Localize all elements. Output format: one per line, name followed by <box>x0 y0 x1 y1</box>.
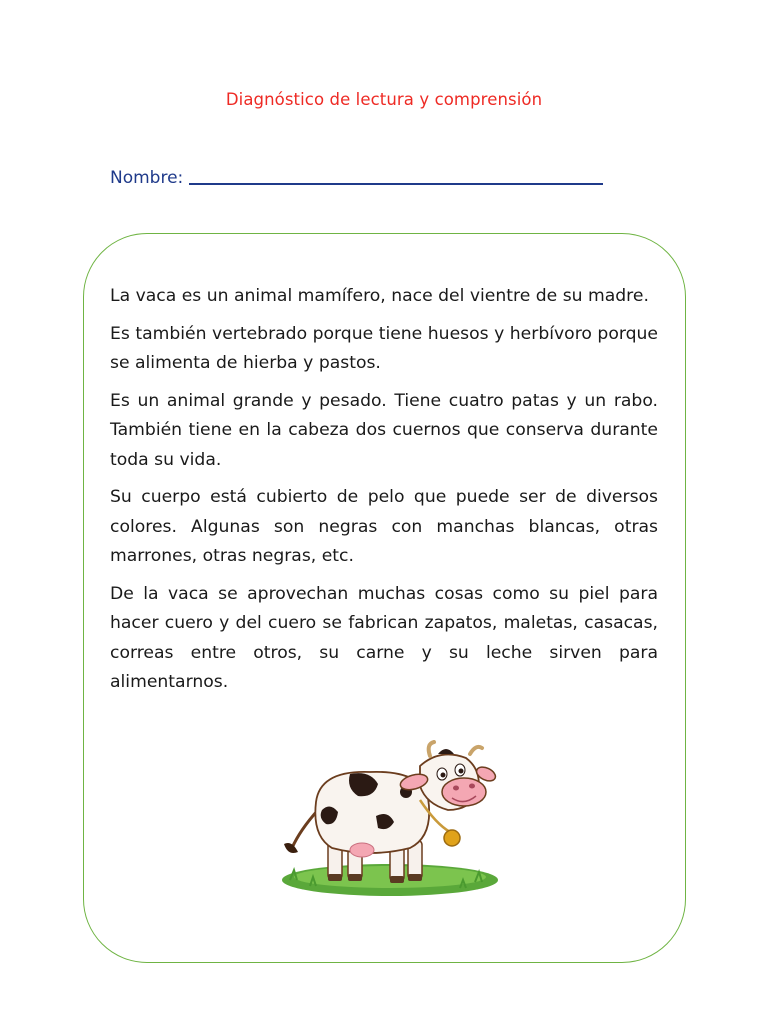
reading-text <box>110 282 658 706</box>
cow-illustration <box>270 740 510 900</box>
page-title: Diagnóstico de lectura y comprensión <box>225 90 543 109</box>
paragraph-3: Es un animal grande y pesado. Tiene cuatro patas y un rabo. También tiene en la cabeza dos cuernos que conserva durante toda su vida. <box>110 390 658 470</box>
cow-bell <box>444 830 460 846</box>
paragraph-5: De la vaca se aprovechan muchas cosas como su piel para hacer cuero y del cuero se fabrican zapatos, maletas, casacas, correas entre otros, su carne y su leche sirven para alimentarnos. <box>110 583 658 692</box>
paragraph-4: Su cuerpo está cubierto de pelo que puede ser de diversos colores. Algunas son negras con manchas blancas, otras marrones, otras negras, etc. <box>110 487 658 566</box>
name-blank-line <box>189 183 603 185</box>
name-field <box>110 168 603 188</box>
paragraph-1: La vaca es un animal mamífero, nace del vientre de su madre. <box>110 286 649 306</box>
paragraph-2: Es también vertebrado porque tiene huesos y herbívoro porque se alimenta de hierba y pastos. <box>110 323 658 373</box>
name-label: Nombre: <box>110 168 184 188</box>
cow-tail <box>292 810 318 848</box>
cow-udder <box>350 843 374 857</box>
